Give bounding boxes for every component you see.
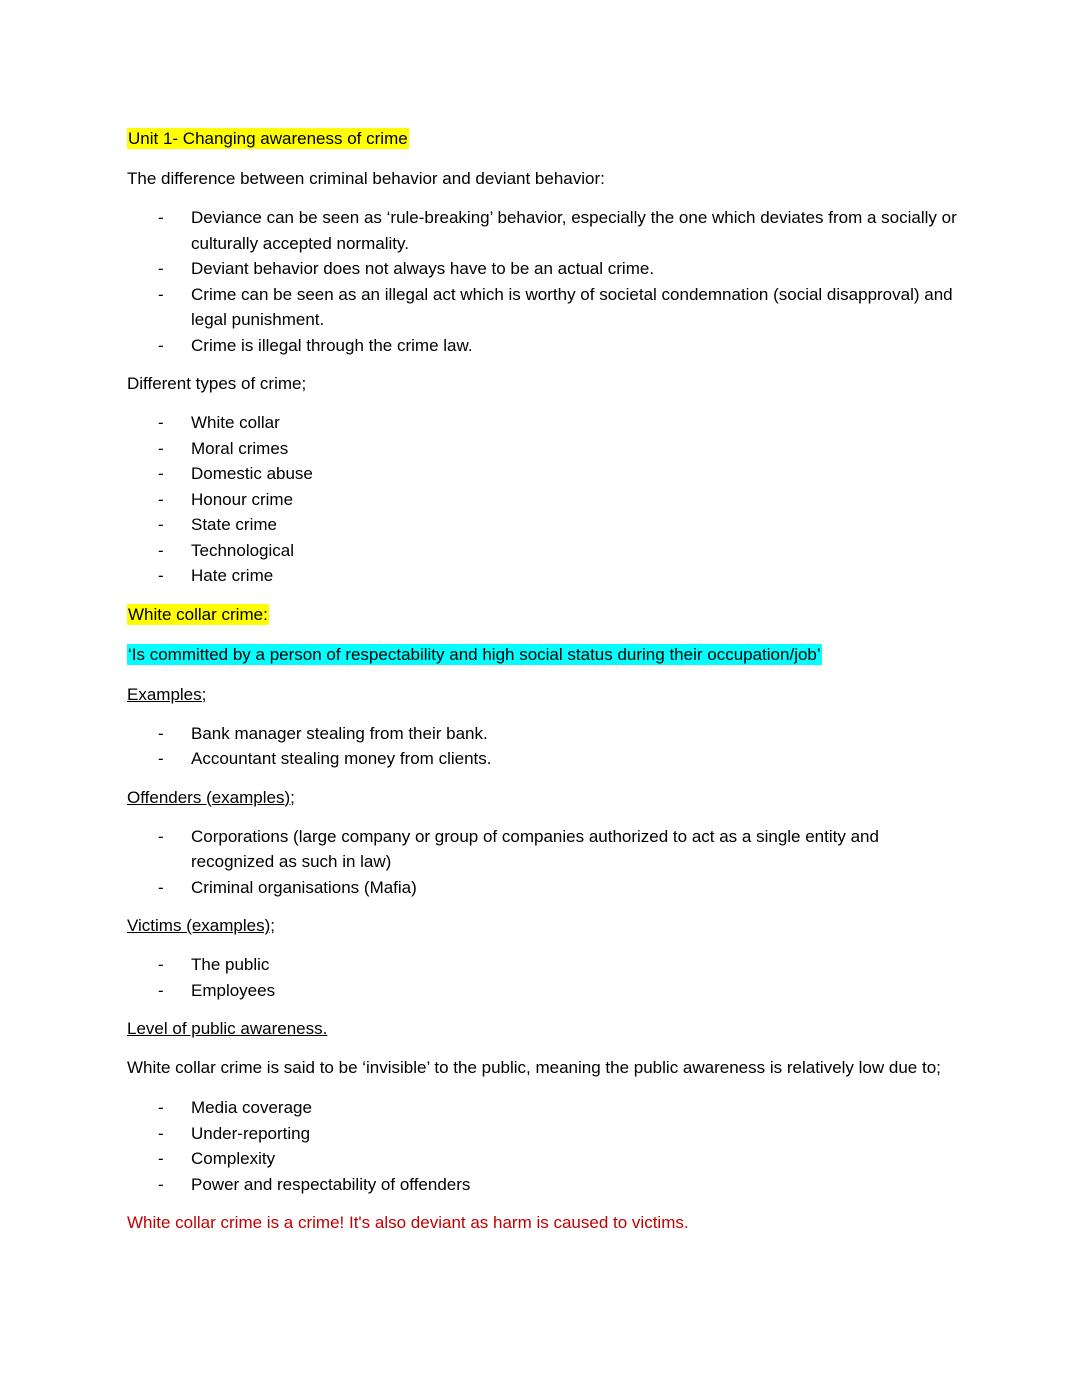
item-text: Deviant behavior does not always have to be an actual crime. (191, 259, 655, 278)
bullet-dash: - (158, 955, 164, 974)
list-item (127, 461, 957, 487)
bullet-dash: - (158, 208, 164, 227)
item-text: Bank manager stealing from their bank. (191, 723, 488, 743)
item-text: Crime is illegal through the crime law. (191, 335, 473, 355)
item-text: Power and respectability of offenders (191, 1174, 471, 1194)
bullet-dash: - (158, 413, 164, 432)
item-text: The public (191, 955, 270, 974)
item-text: Crime can be seen as an illegal act which is worthy of societal condemnation (social disapproval) and legal punishment. (191, 284, 953, 329)
list-item (127, 824, 957, 875)
item-text: State crime (191, 515, 277, 534)
list-item (127, 538, 957, 564)
bullet-dash: - (158, 464, 164, 483)
victims-heading: Victims (examples); (127, 916, 275, 935)
list-item (127, 333, 957, 359)
list-item (127, 875, 957, 901)
list-item (127, 256, 957, 282)
list-item (127, 487, 957, 513)
types-list (127, 410, 957, 589)
list-item (127, 1172, 957, 1198)
bullet-dash: - (158, 335, 164, 355)
definition (127, 643, 957, 667)
item-text: Under-reporting (191, 1123, 311, 1143)
offenders-list (127, 824, 957, 901)
list-item (127, 978, 957, 1004)
bullet-dash: - (158, 980, 164, 1000)
item-text: White collar (191, 413, 280, 432)
list-item (127, 1146, 957, 1172)
list-item (127, 746, 957, 772)
bullet-dash: - (158, 1098, 164, 1117)
bullet-dash: - (158, 489, 164, 509)
list-item (127, 436, 957, 462)
bullet-dash: - (158, 566, 164, 585)
list-item (127, 512, 957, 538)
list-item (127, 1121, 957, 1147)
bullet-dash: - (158, 515, 164, 534)
bullet-dash: - (158, 1123, 164, 1143)
item-text: Hate crime (191, 566, 274, 585)
document-title (127, 127, 957, 151)
difference-heading: The difference between criminal behavior and deviant behavior: (127, 169, 605, 188)
list-item (127, 410, 957, 436)
bullet-dash: - (158, 259, 164, 278)
examples-heading: Examples; (127, 684, 207, 704)
list-item (127, 205, 957, 256)
list-item (127, 721, 957, 747)
offenders-heading: Offenders (examples); (127, 787, 295, 807)
types-heading: Different types of crime; (127, 374, 307, 393)
definition-text: ‘Is committed by a person of respectability and high social status during their occupation/job’ (128, 644, 821, 664)
bullet-dash: - (158, 284, 164, 304)
bullet-dash: - (158, 749, 164, 768)
bullet-dash: - (158, 723, 164, 743)
document-page (127, 127, 957, 1235)
bullet-dash: - (158, 1174, 164, 1194)
bullet-dash: - (158, 438, 164, 458)
item-text: Moral crimes (191, 438, 289, 458)
item-text: Employees (191, 980, 276, 1000)
difference-list (127, 205, 957, 358)
bullet-dash: - (158, 826, 164, 846)
conclusion: White collar crime is a crime! It's also deviant as harm is caused to victims. (127, 1213, 689, 1232)
bullet-dash: - (158, 877, 164, 897)
list-item (127, 282, 957, 333)
item-text: Complexity (191, 1149, 276, 1168)
item-text: Deviance can be seen as ‘rule-breaking’ behavior, especially the one which deviates from a socially or culturally accepted normality. (191, 208, 957, 253)
item-text: Media coverage (191, 1098, 312, 1117)
item-text: Accountant stealing money from clients. (191, 749, 492, 768)
list-item (127, 952, 957, 978)
item-text: Honour crime (191, 489, 294, 509)
item-text: Criminal organisations (Mafia) (191, 877, 417, 897)
item-text: Technological (191, 540, 295, 560)
heading-text: White collar crime: (128, 604, 268, 624)
white-collar-heading (127, 603, 957, 627)
awareness-list (127, 1095, 957, 1197)
list-item (127, 1095, 957, 1121)
bullet-dash: - (158, 1149, 164, 1168)
awareness-text: White collar crime is said to be ‘invisible’ to the public, meaning the public awareness is relatively low due to; (127, 1058, 941, 1077)
item-text: Domestic abuse (191, 464, 313, 483)
item-text: Corporations (large company or group of companies authorized to act as a single entity and recognized as such in law) (191, 826, 879, 871)
list-item (127, 563, 957, 589)
victims-list (127, 952, 957, 1003)
examples-list (127, 721, 957, 772)
title-text: Unit 1- Changing awareness of crime (128, 129, 408, 148)
awareness-heading: Level of public awareness. (127, 1019, 328, 1038)
bullet-dash: - (158, 540, 164, 560)
